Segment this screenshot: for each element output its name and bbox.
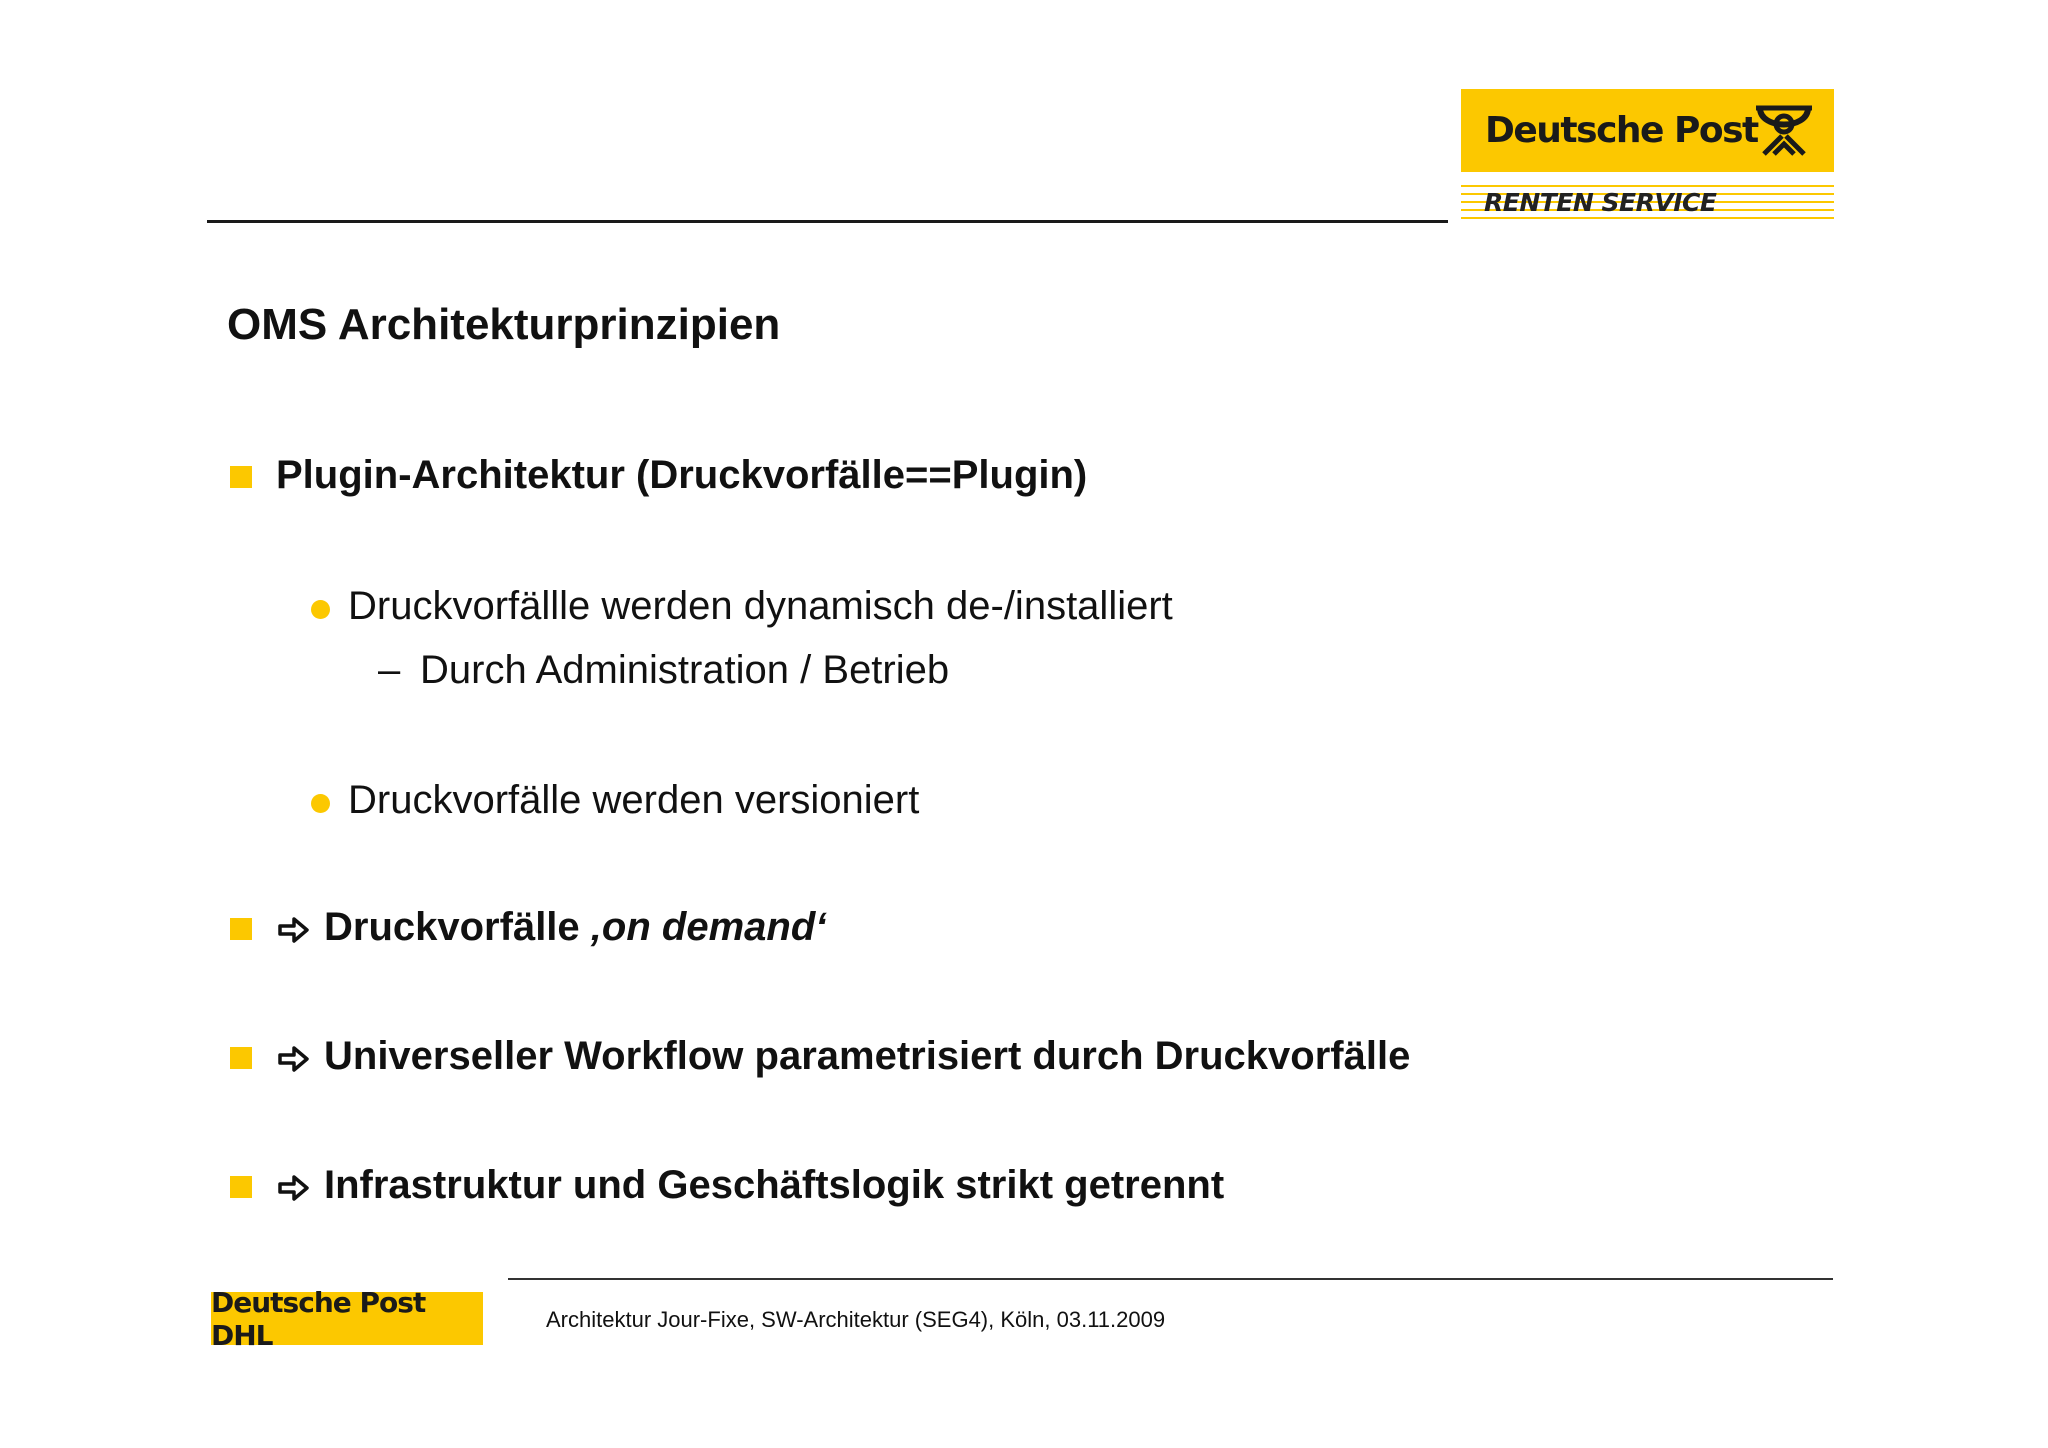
right-arrow-icon [277, 1173, 311, 1203]
right-arrow-icon [277, 915, 311, 945]
bullet-plugin-architektur: Plugin-Architektur (Druckvorfälle==Plugin) [276, 453, 1088, 497]
renten-service-label: RENTEN SERVICE [1484, 188, 1717, 217]
yellow-square-icon [230, 918, 252, 940]
footer-text: Architektur Jour-Fixe, SW-Architektur (SEG4), Köln, 03.11.2009 [546, 1307, 1166, 1332]
yellow-square-icon [230, 1047, 252, 1069]
yellow-square-icon [230, 466, 252, 488]
dhl-logo-text: Deutsche Post DHL [211, 1285, 426, 1352]
bullet-dynamisch: Druckvorfällle werden dynamisch de-/installiert [348, 584, 1173, 628]
deutsche-post-logo [1461, 89, 1834, 172]
header-rule [207, 220, 1448, 223]
bullet-administration: Durch Administration / Betrieb [420, 648, 950, 692]
logo-text: Deutsche Post [1485, 110, 1758, 151]
right-arrow-icon [277, 1044, 311, 1074]
bullet-on-demand [324, 905, 826, 950]
deutsche-post-dhl-logo [211, 1285, 483, 1352]
bullet-universeller-workflow: Universeller Workflow parametrisiert durch Druckvorfälle [324, 1034, 1411, 1078]
footer-rule [508, 1278, 1833, 1280]
bullet-versioniert: Druckvorfälle werden versioniert [348, 778, 920, 822]
yellow-square-icon [230, 1176, 252, 1198]
bullet-infrastruktur: Infrastruktur und Geschäftslogik strikt getrennt [324, 1163, 1225, 1207]
on-demand-italic: ‚on demand‘ [590, 905, 827, 949]
posthorn-icon [1752, 102, 1816, 158]
on-demand-prefix: Druckvorfälle [324, 905, 580, 949]
slide-title: OMS Architekturprinzipien [227, 300, 781, 349]
dash-marker: – [378, 648, 401, 692]
yellow-dot-icon [311, 794, 330, 813]
yellow-dot-icon [311, 600, 330, 619]
